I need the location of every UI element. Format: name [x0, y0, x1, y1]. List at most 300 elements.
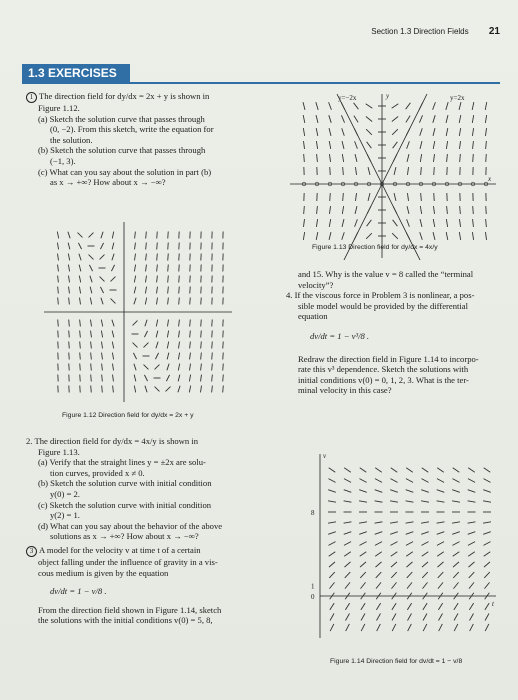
- slope-segment: [473, 206, 474, 214]
- slope-segment: [166, 387, 171, 392]
- slope-segment: [419, 115, 422, 122]
- slope-segment: [69, 331, 70, 338]
- slope-segment: [459, 115, 461, 123]
- slope-segment: [390, 490, 398, 493]
- slope-segment: [485, 603, 489, 610]
- slope-segment: [485, 624, 489, 631]
- slope-segment: [406, 116, 410, 123]
- exercises-banner: 1.3 EXERCISES: [22, 64, 130, 82]
- slope-segment: [438, 572, 444, 578]
- slope-segment: [459, 128, 460, 136]
- rc-line: velocity”?: [298, 279, 334, 290]
- slope-segment: [303, 232, 304, 240]
- slope-segment: [433, 232, 435, 240]
- slope-segment: [423, 614, 427, 621]
- slope-segment: [361, 624, 365, 631]
- slope-segment: [375, 479, 382, 483]
- slope-segment: [101, 232, 103, 239]
- slope-segment: [484, 572, 490, 578]
- slope-segment: [68, 232, 70, 239]
- slope-segment: [439, 624, 443, 631]
- slope-segment: [190, 364, 191, 371]
- exercise-3-number: 3: [26, 546, 37, 557]
- slope-segment: [433, 219, 434, 227]
- slope-segment: [473, 141, 474, 149]
- section-title: Section 1.3 Direction Fields: [371, 27, 469, 36]
- slope-segment: [329, 572, 335, 578]
- slope-segment: [453, 572, 459, 578]
- slope-segment: [212, 364, 213, 371]
- exercise-4-line: initial conditions v(0) = 0, 1, 2, 3. What is the ter-: [298, 374, 469, 385]
- slope-segment: [316, 115, 318, 123]
- slope-segment: [406, 128, 410, 135]
- slope-segment: [344, 501, 352, 502]
- slope-segment: [433, 102, 436, 109]
- slope-segment: [91, 375, 92, 382]
- figure-1-12-caption: Figure 1.12 Direction field for dy/dx = 2x + y: [62, 412, 194, 419]
- slope-segment: [354, 232, 358, 239]
- slope-segment: [393, 142, 398, 148]
- slope-segment: [134, 298, 136, 305]
- slope-segment: [446, 128, 448, 136]
- ex2-part-c: y(2) = 1.: [50, 510, 80, 521]
- slope-segment: [453, 582, 458, 588]
- slope-segment: [406, 501, 414, 502]
- slope-segment: [167, 331, 168, 338]
- slope-segment: [393, 154, 397, 161]
- slope-segment: [102, 364, 103, 371]
- slope-segment: [376, 603, 380, 610]
- slope-segment: [485, 115, 486, 123]
- figure-1-14-caption: Figure 1.14 Direction field for dv/dt = 1 − v/8: [330, 658, 463, 665]
- slope-segment: [433, 128, 435, 136]
- slope-segment: [434, 154, 435, 162]
- slope-segment: [377, 624, 381, 631]
- slope-segment: [155, 387, 160, 392]
- slope-segment: [406, 562, 412, 567]
- slope-segment: [421, 193, 422, 201]
- slope-segment: [446, 141, 447, 149]
- slope-segment: [483, 479, 490, 483]
- slope-segment: [190, 298, 191, 305]
- slope-segment: [135, 254, 136, 261]
- slope-segment: [391, 572, 397, 578]
- slope-segment: [486, 128, 487, 136]
- slope-segment: [178, 386, 180, 393]
- slope-segment: [167, 342, 168, 349]
- slope-segment: [223, 386, 224, 393]
- slope-segment: [157, 287, 158, 294]
- slope-segment: [472, 128, 473, 136]
- ex2-part-a: (a) Verify that the straight lines y = ±2x are solu-: [38, 457, 206, 468]
- slope-segment: [392, 624, 396, 631]
- slope-segment: [329, 141, 330, 149]
- slope-segment: [69, 298, 70, 305]
- slope-segment: [134, 287, 136, 294]
- slope-segment: [359, 542, 366, 546]
- slope-segment: [359, 479, 366, 483]
- slope-segment: [423, 624, 427, 631]
- slope-segment: [468, 479, 475, 483]
- y-axis-label: y: [386, 92, 390, 100]
- slope-segment: [468, 490, 476, 493]
- slope-segment: [453, 468, 460, 473]
- exercise-2: [26, 436, 268, 542]
- slope-segment: [375, 562, 381, 567]
- slope-segment: [91, 386, 92, 393]
- slope-segment: [155, 353, 158, 359]
- slope-segment: [329, 552, 336, 557]
- slope-segment: [146, 243, 147, 250]
- slope-segment: [375, 542, 382, 546]
- slope-segment: [392, 104, 399, 108]
- slope-segment: [69, 320, 70, 327]
- exercise-4-line: rate this v³ dependence. Sketch the solutions with: [298, 364, 469, 375]
- slope-segment: [69, 276, 70, 283]
- slope-segment: [361, 603, 365, 610]
- slope-segment: [344, 552, 351, 557]
- figure-1-13-direction-field: [290, 88, 500, 260]
- slope-segment: [134, 276, 135, 283]
- slope-segment: [91, 364, 92, 371]
- slope-segment: [421, 479, 428, 483]
- slope-segment: [452, 522, 460, 523]
- slope-segment: [452, 501, 460, 502]
- slope-segment: [317, 154, 318, 162]
- slope-segment: [190, 353, 191, 360]
- ex1-part-a: (a) Sketch the solution curve that passes through: [38, 113, 205, 124]
- slope-segment: [133, 321, 138, 326]
- slope-segment: [390, 522, 398, 523]
- slope-segment: [134, 265, 135, 272]
- slope-segment: [57, 243, 58, 250]
- slope-segment: [168, 276, 169, 283]
- slope-segment: [111, 299, 116, 304]
- slope-segment: [346, 624, 350, 631]
- slope-segment: [89, 233, 94, 238]
- slope-segment: [58, 298, 59, 305]
- ex2-part-b: (b) Sketch the solution curve with initial condition: [38, 478, 212, 489]
- slope-segment: [453, 562, 459, 567]
- slope-segment: [422, 468, 429, 473]
- ex2-part-a: tion curves, provided x ≠ 0.: [50, 467, 145, 478]
- slope-segment: [406, 552, 413, 557]
- slope-segment: [406, 542, 413, 546]
- slope-segment: [68, 254, 69, 261]
- slope-segment: [90, 287, 92, 294]
- slope-segment: [201, 375, 202, 382]
- slope-segment: [133, 353, 136, 359]
- slope-segment: [166, 375, 169, 381]
- slope-segment: [366, 104, 373, 108]
- exercise-1-number: 1: [26, 92, 37, 103]
- slope-segment: [80, 353, 81, 360]
- ex1-line: Figure 1.12.: [38, 103, 80, 113]
- slope-segment: [91, 342, 92, 349]
- slope-segment: [486, 141, 487, 149]
- slope-segment: [304, 141, 305, 149]
- slope-segment: [329, 562, 335, 567]
- slope-segment: [328, 542, 335, 546]
- ex3-line: object falling under the influence of gravity in a vis-: [38, 557, 218, 567]
- slope-segment: [406, 103, 411, 109]
- slope-segment: [447, 206, 448, 214]
- slope-segment: [91, 320, 92, 327]
- slope-segment: [112, 331, 114, 338]
- slope-segment: [420, 219, 422, 227]
- slope-segment: [144, 375, 147, 381]
- ex1-part-c: (c) What can you say about the solution in part (b): [38, 166, 212, 177]
- slope-segment: [212, 375, 213, 382]
- slope-segment: [201, 342, 202, 349]
- slope-segment: [189, 386, 190, 393]
- slope-segment: [360, 572, 366, 578]
- slope-segment: [408, 167, 409, 175]
- slope-segment: [406, 479, 413, 483]
- slope-segment: [79, 265, 81, 272]
- slope-segment: [330, 206, 331, 214]
- slope-segment: [78, 243, 81, 249]
- slope-segment: [439, 614, 443, 621]
- slope-segment: [473, 219, 474, 227]
- slope-segment: [146, 254, 147, 261]
- slope-segment: [341, 102, 345, 109]
- slope-segment: [179, 298, 180, 305]
- slope-segment: [433, 115, 435, 123]
- slope-segment: [344, 522, 352, 523]
- slope-segment: [344, 542, 351, 546]
- slope-segment: [437, 468, 444, 473]
- slope-segment: [144, 331, 147, 337]
- slope-segment: [391, 552, 398, 557]
- ex1-part-b: (b) Sketch the solution curve that passes through: [38, 145, 206, 156]
- exercise-4-line: Redraw the direction field in Figure 1.14 to incorpo-: [298, 353, 479, 364]
- slope-segment: [303, 102, 305, 110]
- slope-segment: [316, 219, 317, 227]
- slope-segment: [304, 206, 305, 214]
- slope-segment: [408, 193, 409, 201]
- slope-segment: [375, 468, 382, 473]
- slope-segment: [366, 233, 372, 239]
- tick-label-0: 0: [311, 593, 315, 601]
- slope-segment: [178, 364, 179, 371]
- slope-segment: [201, 320, 202, 327]
- slope-segment: [393, 206, 397, 213]
- slope-segment: [342, 141, 344, 149]
- slope-segment: [201, 386, 202, 393]
- slope-segment: [328, 501, 336, 502]
- slope-segment: [145, 386, 147, 393]
- slope-segment: [438, 582, 443, 588]
- slope-segment: [101, 298, 103, 305]
- slope-segment: [468, 468, 475, 473]
- slope-segment: [375, 552, 382, 557]
- slope-segment: [157, 298, 158, 305]
- page-number: 21: [488, 26, 500, 37]
- slope-segment: [91, 353, 92, 360]
- slope-segment: [303, 115, 305, 123]
- slope-segment: [446, 219, 447, 227]
- slope-segment: [421, 490, 429, 493]
- exercise-4-line: sible model would be provided by the differential: [298, 300, 469, 311]
- slope-segment: [470, 624, 474, 631]
- slope-segment: [112, 232, 113, 239]
- slope-segment: [146, 276, 147, 283]
- running-header: [371, 26, 500, 37]
- slope-segment: [406, 232, 410, 239]
- slope-segment: [460, 219, 461, 227]
- slope-segment: [406, 490, 414, 493]
- slope-segment: [190, 331, 191, 338]
- slope-segment: [485, 614, 489, 621]
- slope-segment: [392, 233, 398, 239]
- ex2-line: 2. The direction field for dy/dx = 4x/y is shown in: [26, 436, 199, 446]
- slope-segment: [390, 479, 397, 483]
- slope-segment: [69, 342, 70, 349]
- exercise-4-line: minal velocity in this case?: [298, 385, 392, 396]
- slope-segment: [485, 102, 486, 110]
- slope-segment: [179, 287, 180, 294]
- slope-segment: [80, 331, 81, 338]
- slope-segment: [178, 375, 180, 382]
- slope-segment: [80, 342, 81, 349]
- slope-segment: [407, 582, 412, 588]
- figure-1-13-caption: Figure 1.13 Direction field for dy/dx = 4x/y: [312, 244, 438, 251]
- slope-segment: [359, 532, 367, 535]
- slope-segment: [407, 572, 413, 578]
- slope-segment: [69, 287, 70, 294]
- slope-segment: [421, 522, 429, 523]
- ex1-line: The direction field for dy/dx = 2x + y is shown in: [39, 91, 210, 101]
- slope-segment: [454, 614, 458, 621]
- slope-segment: [144, 365, 149, 370]
- slope-segment: [343, 193, 344, 201]
- figure-1-12-direction-field: [44, 222, 234, 402]
- slope-segment: [360, 468, 367, 473]
- slope-segment: [157, 232, 158, 239]
- slope-segment: [178, 353, 179, 360]
- slope-segment: [361, 614, 365, 621]
- ex1-part-c: as x → +∞? How about x → −∞?: [50, 177, 166, 188]
- slope-segment: [375, 522, 383, 523]
- slope-segment: [355, 141, 358, 148]
- slope-segment: [375, 532, 383, 535]
- slope-segment: [472, 102, 474, 110]
- slope-segment: [355, 154, 357, 162]
- slope-segment: [437, 542, 444, 546]
- figure-1-14-direction-field: [300, 450, 500, 646]
- slope-segment: [100, 255, 105, 260]
- slope-segment: [359, 522, 367, 523]
- slope-segment: [452, 490, 460, 493]
- slope-segment: [354, 128, 358, 135]
- slope-segment: [113, 386, 114, 393]
- slope-segment: [420, 154, 421, 162]
- slope-segment: [328, 522, 336, 523]
- slope-segment: [329, 115, 331, 123]
- slope-segment: [367, 220, 372, 226]
- slope-segment: [190, 342, 191, 349]
- slope-segment: [472, 232, 473, 240]
- slope-segment: [420, 232, 423, 240]
- ex2-line: Figure 1.13.: [38, 446, 80, 457]
- slope-segment: [434, 206, 435, 214]
- slope-segment: [78, 233, 83, 238]
- slope-segment: [168, 287, 169, 294]
- slope-segment: [303, 128, 304, 136]
- slope-segment: [179, 342, 180, 349]
- slope-segment: [360, 582, 365, 588]
- slope-segment: [212, 386, 213, 393]
- ex1-part-b: (−1, 3).: [50, 155, 76, 166]
- slope-segment: [360, 552, 367, 557]
- slope-segment: [392, 603, 396, 610]
- slope-segment: [157, 265, 158, 272]
- slope-segment: [484, 582, 489, 588]
- slope-segment: [422, 582, 427, 588]
- slope-segment: [344, 479, 351, 483]
- slope-segment: [367, 206, 371, 213]
- slope-segment: [167, 364, 169, 371]
- slope-segment: [391, 468, 398, 473]
- label-y-2x: y=2x: [450, 94, 465, 102]
- slope-segment: [469, 603, 473, 610]
- slope-segment: [329, 582, 334, 588]
- slope-segment: [155, 365, 160, 370]
- slope-segment: [346, 614, 350, 621]
- slope-segment: [189, 375, 190, 382]
- slope-segment: [394, 167, 396, 175]
- slope-segment: [484, 552, 491, 557]
- slope-segment: [342, 128, 345, 136]
- slope-segment: [437, 479, 444, 483]
- tick-label-8: 8: [311, 509, 315, 517]
- slope-segment: [58, 254, 59, 261]
- slope-segment: [316, 128, 318, 136]
- slope-segment: [354, 116, 358, 123]
- ex1-part-a: (0, −2). From this sketch, write the equation for: [50, 124, 214, 135]
- exercise-4-equation: dv/dt = 1 − v³/8 .: [310, 330, 370, 341]
- slope-segment: [330, 624, 334, 631]
- slope-segment: [483, 490, 491, 493]
- exercise-1: [26, 91, 266, 188]
- slope-segment: [179, 331, 180, 338]
- slope-segment: [79, 287, 80, 294]
- slope-segment: [460, 206, 461, 214]
- slope-segment: [58, 276, 59, 283]
- slope-segment: [438, 603, 442, 610]
- slope-segment: [90, 276, 92, 283]
- slope-segment: [392, 614, 396, 621]
- slope-segment: [437, 552, 444, 557]
- slope-segment: [446, 115, 448, 123]
- slope-segment: [368, 167, 370, 175]
- slope-segment: [329, 468, 336, 473]
- slope-segment: [391, 562, 397, 567]
- slope-segment: [421, 532, 429, 535]
- slope-segment: [111, 277, 116, 282]
- slope-segment: [470, 614, 474, 621]
- slope-segment: [345, 572, 351, 578]
- ex2-part-c: (c) Sketch the solution curve with initial condition: [38, 499, 212, 510]
- slope-segment: [156, 320, 157, 327]
- slope-segment: [408, 614, 412, 621]
- slope-segment: [179, 276, 180, 283]
- slope-segment: [80, 298, 81, 305]
- ex3-equation: dv/dt = 1 − v/8 .: [50, 586, 107, 597]
- slope-segment: [356, 167, 357, 175]
- slope-segment: [459, 232, 460, 240]
